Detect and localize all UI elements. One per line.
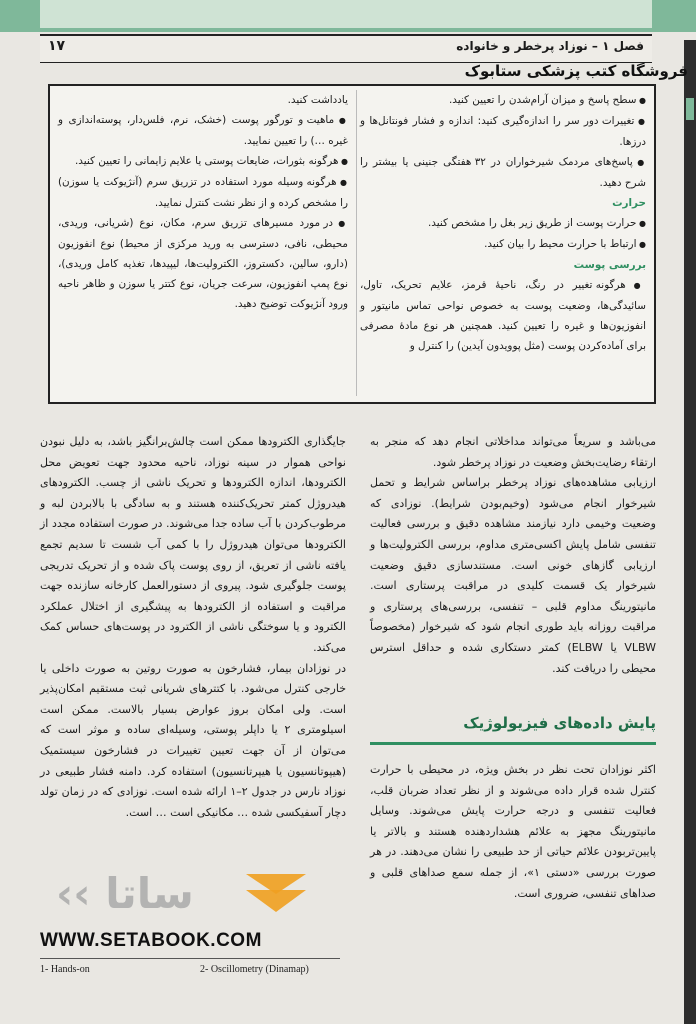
assessment-box [48, 84, 656, 404]
box-item: ● پاسخ‌های مردمک شیرخواران در ۳۲ هفتگی جنینی یا بیشتر را شرح دهید. [360, 152, 646, 193]
box-right-column [360, 90, 646, 356]
box-subheading: بررسی پوست [573, 259, 646, 271]
footnote-rule [40, 958, 340, 959]
thumb-tab [686, 98, 694, 120]
chapter-title: فصل ۱ – نوزاد پرخطر و خانواده [456, 39, 644, 53]
box-item: ● هرگونه وسیله مورد استفاده در تزریق سرم (آنژیوکت یا سوزن) را مشخص کرده و از نظر نشت کنترل نمایید. [58, 172, 348, 213]
page-number: ۱۷ [48, 38, 66, 54]
body-right-column-bottom [370, 760, 656, 904]
logo-icon [56, 864, 356, 920]
paragraph: جایگذاری الکترودها ممکن است چالش‌برانگیز باشد، به دلیل نبودن نواحی هموار در سینه نوزاد، ناحیه محدود جهت تعویض محل الکترودها، اندازه الکترودها و تحریک ناشی از چسب. الکترودهای هیدروژل کمتر تحریک‌کننده هستند و به سادگی با بالابردن لبه و مرطوب‌کردن با آب ساده جدا می‌شوند. در صورت استفاده مجدد از الکترودها می‌توان هیدروژل را با کمی آب شست تا سدیم تجمع یافته ناشی از تعریق، از روی پوست پاک شده و از تحریک تدریجی پوست جلوگیری شود. پیروی از دستورالعمل کارخانه سازنده جهت مراقبت و استفاده از الکترودها به پیشگیری از اختلال عملکرد الکترود و یا سوختگی ناشی از الکترود در پوست‌های حساس کمک می‌کند. [40, 435, 346, 654]
svg-text:‹‹ ‌ساتا: ‹‹ ‌ساتا [56, 869, 194, 918]
box-item: ● ماهیت و تورگور پوست (خشک، نرم، فلس‌دار، پوسته‌اندازی و غیره …) را تعیین نمایید. [58, 110, 348, 151]
page-edge [684, 40, 696, 1024]
paragraph: اکثر نوزادان تحت نظر در بخش ویژه، در محیطی با حرارت کنترل شده قرار داده می‌شوند و از نظر تعداد ضربان قلب، فعالیت تنفسی و درجه حرارت پایش می‌شوند. وسایل مانیتورینگ مجهز به علائم هشداردهنده هستند و بالاتر یا پایین‌تربودن علائم حیاتی از حد طبیعی را نشان می‌دهند. در هر صورت بررسی «دستی ۱»، از جمله سمع صداهای قلبی و صداهای تنفسی، ضروری است. [370, 763, 656, 900]
top-color-band-inner [40, 0, 652, 28]
watermark-url: WWW.SETABOOK.COM [40, 930, 262, 951]
section-heading [370, 712, 656, 745]
box-subheading: حرارت [612, 197, 646, 209]
shop-banner: فروشگاه کتب پزشکی ستابوک [464, 62, 688, 80]
box-left-column [58, 90, 348, 314]
box-item: ● هرگونه تغییر در رنگ، ناحیهٔ قرمز، علایم تحریک، تاول، سائیدگی‌ها، وضعیت پوست به خصوص نواحی تماس مانیتور و انفوزیون‌ها و غیره را تعیین کنید. همچنین هر نوع مادهٔ مصرفی برای آماده‌کردن پوست (مثل پوویدون آیدین) را کنترل و [360, 275, 646, 356]
paragraph: ارزیابی مشاهده‌های نوزاد پرخطر براساس شرایط و تحمل شیرخوار انجام می‌شود (وخیم‌بودن شرایط). نوزادی که وضعیت وخیمی دارد نیازمند مشاهده دقیق و بررسی فعالیت تنفسی شامل پایش اکسی‌متری مداوم، بررسی الکترولیت‌ها و ارزیابی گازهای خونی است. مستندسازی دقیق وضعیت شیرخوار یک قسمت کلیدی در مراقبت پرستاری است. مانیتورینگ مداوم قلبی – تنفسی، بررسی‌های پرستاری و مراقبت روزانه باید طوری انجام شود که شیرخوار (مخصوصاً VLBW یا ELBW) کمتر دستکاری شده و حداقل استرس محیطی را دریافت کند. [370, 476, 656, 675]
body-left-column [40, 432, 346, 823]
top-color-band [0, 0, 696, 32]
box-item: ● حرارت پوست از طریق زیر بغل را مشخص کنید. [360, 213, 646, 234]
footnote-1: 1- Hands-on [40, 964, 90, 975]
body-right-column-top [370, 432, 656, 679]
setabook-logo [56, 864, 356, 920]
column-divider [356, 90, 357, 396]
paragraph: در نوزادان بیمار، فشارخون به صورت روتین به صورت داخلی یا خارجی کنترل می‌شود. با کتترهای شریانی ثبت مستقیم امکان‌پذیر است. ولی امکان بروز عوارض بسیار بالاست. ممکن است اسیلومتری ۲ یا داپلر پوستی، وسیله‌ای ساده و موثر است که می‌توان از آن جهت تعیین تغییرات در فشارخون سیستمیک (هیپوتانسیون یا هیپرتانسیون) استفاده کرد. دامنه فشار طبیعی در نوزاد نارس در جدول ۲–۱ ارائه شده است. نوزادی که در زمان تولد دچار آسفیکسی شده … مکانیکی است … است. [40, 661, 346, 819]
running-header [40, 34, 652, 63]
footnote-2: 2- Oscillometry (Dinamap) [200, 964, 309, 975]
box-item: ● در مورد مسیرهای تزریق سرم، مکان، نوع (شریانی، وریدی، محیطی، نافی، دسترسی به ورید مرکزی از محیط) نوع انفوزیون (دارو، سالین، دکستروز، الکترولیت‌ها، لیپیدها، تغذیه کامل وریدی)، نوع پمپ انفوزیون، سرعت جریان، نوع کتتر یا سوزن و ظاهر ناحیه ورود آنژیوکت توضیح دهید. [58, 213, 348, 314]
paragraph: می‌باشد و سریعاً می‌تواند مداخلاتی انجام دهد که منجر به ارتقاء رضایت‌بخش وضعیت در نوزاد پرخطر شود. [370, 435, 656, 469]
section-heading-text: پایش داده‌های فیزیولوژیک [463, 714, 656, 732]
box-item: ● هرگونه بثورات، ضایعات پوستی یا علایم زایمانی را تعیین کنید. [58, 151, 348, 172]
box-item: ● سطح پاسخ و میزان آرام‌شدن را تعیین کنید. [360, 90, 646, 111]
box-item: ● ارتباط با حرارت محیط را بیان کنید. [360, 234, 646, 255]
box-item: یادداشت کنید. [287, 94, 348, 106]
box-item: ● تغییرات دور سر را اندازه‌گیری کنید: اندازه و فشار فونتانل‌ها و درزها. [360, 111, 646, 152]
